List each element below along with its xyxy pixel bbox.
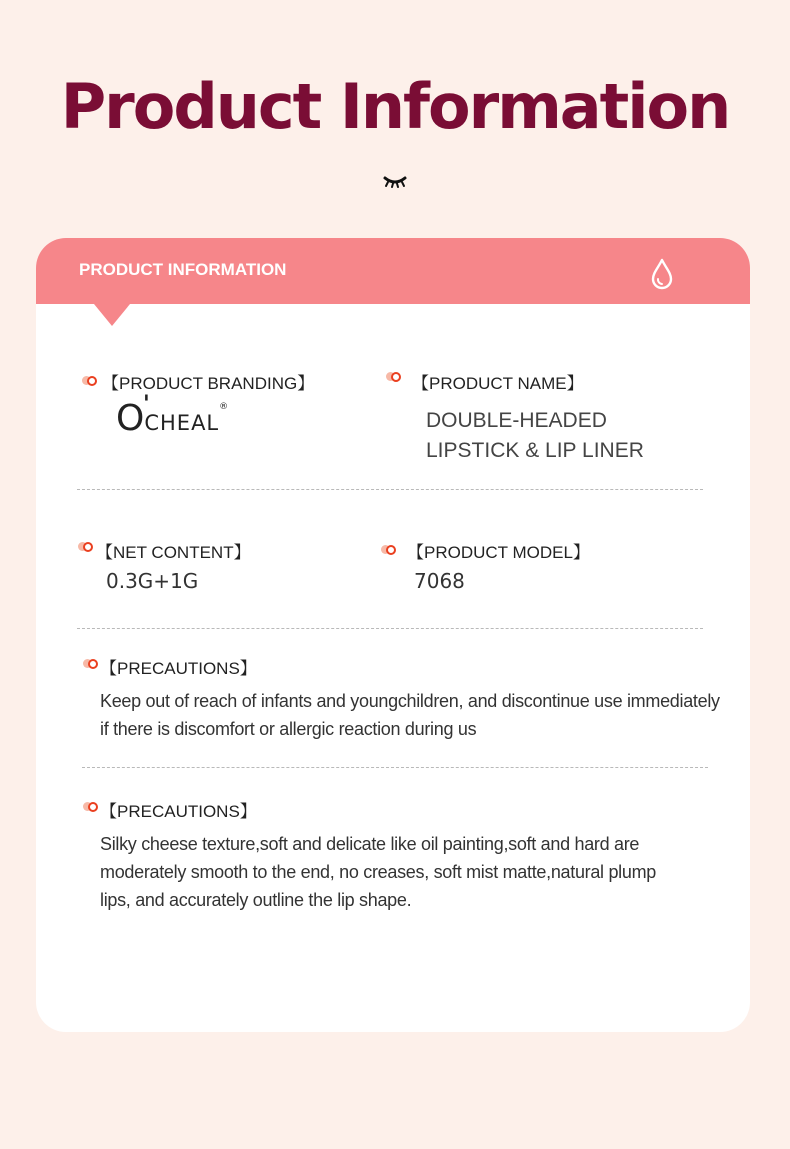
product-info-card (36, 238, 750, 1032)
closed-eye-icon (382, 174, 408, 188)
bullet-dot-icon (83, 658, 99, 668)
product-name-label: 【PRODUCT NAME】 (412, 374, 584, 393)
precautions-label: 【PRECAUTIONS】 (100, 802, 257, 821)
precautions-text-line2: if there is discomfort or allergic reaction during us (100, 719, 477, 739)
product-name-line1: DOUBLE-HEADED (426, 409, 607, 432)
product-name-line2: LIPSTICK & LIP LINER (426, 439, 644, 462)
precautions-text-line1: Keep out of reach of infants and youngchildren, and discontinue use immediately (100, 691, 720, 711)
card-header-title: PRODUCT INFORMATION (79, 260, 287, 279)
net-content-value: 0.3G+1G (106, 569, 199, 593)
branding-label: 【PRODUCT BRANDING】 (102, 374, 315, 393)
header-notch (94, 304, 130, 326)
divider (77, 489, 703, 490)
card-header (36, 238, 750, 304)
bullet-dot-icon (83, 801, 99, 811)
net-content-label: 【NET CONTENT】 (96, 543, 251, 562)
bullet-dot-icon (78, 541, 94, 551)
brand-logo: O ' CHEAL® (116, 392, 229, 439)
water-drop-icon (650, 258, 674, 290)
description-text-line1: Silky cheese texture,soft and delicate like oil painting,soft and hard are (100, 834, 640, 854)
product-model-value: 7068 (414, 569, 465, 593)
bullet-dot-icon (386, 371, 402, 381)
precautions-label: 【PRECAUTIONS】 (100, 659, 257, 678)
bullet-dot-icon (381, 544, 397, 554)
page-title: Product Information (60, 70, 730, 143)
bullet-dot-icon (82, 375, 98, 385)
description-text-line3: lips, and accurately outline the lip shape. (100, 890, 412, 910)
divider (82, 767, 708, 768)
product-model-label: 【PRODUCT MODEL】 (407, 543, 590, 562)
divider (77, 628, 703, 629)
description-text-line2: moderately smooth to the end, no creases, soft mist matte,natural plump (100, 862, 656, 882)
